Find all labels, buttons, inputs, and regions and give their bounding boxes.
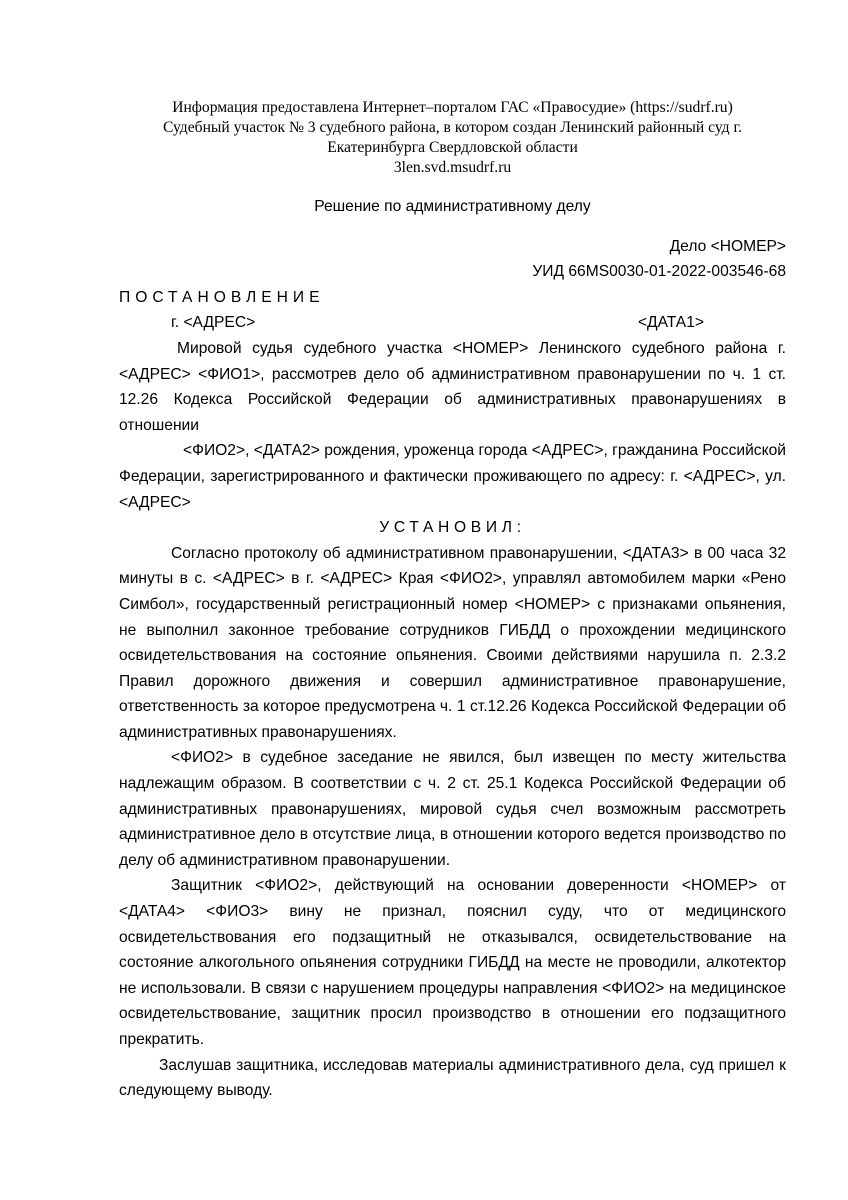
document-body [119,194,786,1104]
header-line-site: 3len.svd.msudrf.ru [393,159,512,176]
paragraph-protocol: Согласно протоколу об административном правонарушении, <ДАТА3> в 00 часа 32 минуты в с. <АДРЕС> в г. <АДРЕС> Края <ФИО2>, управлял автомобилем марки «Рено Симбол», государственный регистрационный номер <НОМЕР> с признаками опьянения, не выполнил законное требование сотрудников ГИБДД о прохождении медицинского освидетельствования на состояние опьянения. Своими действиями нарушила п. 2.3.2 Правил дорожного движения и совершил административное правонарушение, ответственность за которое предусмотрена ч. 1 ст.12.26 Кодекса Российской Федерации об административных правонарушениях. [119,544,786,741]
paragraph-conclusion: Заслушав защитника, исследовав материалы административного дела, суд пришел к следующему выводу. [119,1056,786,1100]
header-line-court: Судебный участок № 3 судебного района, в котором создан Ленинский районный суд г. [162,119,743,136]
source-header [99,98,806,178]
decision-date: <ДАТА1> [637,314,704,332]
header-line-portal: Информация предоставлена Интернет–порталом ГАС «Правосудие» (https://sudrf.ru) [172,99,733,116]
case-uid: УИД 66MS0030-01-2022-003546-68 [532,263,786,281]
paragraph-judge: Мировой судья судебного участка <НОМЕР> Ленинского судебного района г. <АДРЕС> <ФИО1>, рассмотрев дело об административном правонарушении по ч. 1 ст. 12.26 Кодекса Российской Федерации об административных правонарушениях в отношении [119,339,786,434]
paragraph-absence: <ФИО2> в судебное заседание не явился, был извещен по месту жительства надлежащим образом. В соответствии с ч. 2 ст. 25.1 Кодекса Российской Федерации об административных правонарушениях, мировой судья счел возможным рассмотреть административное дело в отсутствие лица, в отношении которого ведется производство по делу об административном правонарушении. [119,749,786,869]
place: г. <АДРЕС> [171,314,256,332]
document-title: Решение по административному делу [314,198,591,215]
established-heading: УСТАНОВИЛ: [379,519,526,537]
resolution-title: ПОСТАНОВЛЕНИЕ [119,288,325,306]
paragraph-person: <ФИО2>, <ДАТА2> рождения, уроженца города <АДРЕС>, гражданина Российской Федерации, зарегистрированного и фактически проживающего по адресу: г. <АДРЕС>, ул. <АДРЕС> [119,442,786,511]
header-line-region: Екатеринбурга Свердловской области [327,139,578,156]
case-number: Дело <НОМЕР> [669,237,786,255]
place-date-row [119,310,786,336]
paragraph-defender: Защитник <ФИО2>, действующий на основании доверенности <НОМЕР> от <ДАТА4> <ФИО3> вину не признал, пояснил суду, что от медицинского освидетельствования его подзащитный не отказывался, освидетельствование на состояние алкогольного опьянения сотрудники ГИБДД на месте не проводили, алкотектор не использовали. В связи с нарушением процедуры направления <ФИО2> на медицинское освидетельствование, защитник просил производство в отношении его подзащитного прекратить. [119,877,786,1048]
document-page [119,98,786,1104]
